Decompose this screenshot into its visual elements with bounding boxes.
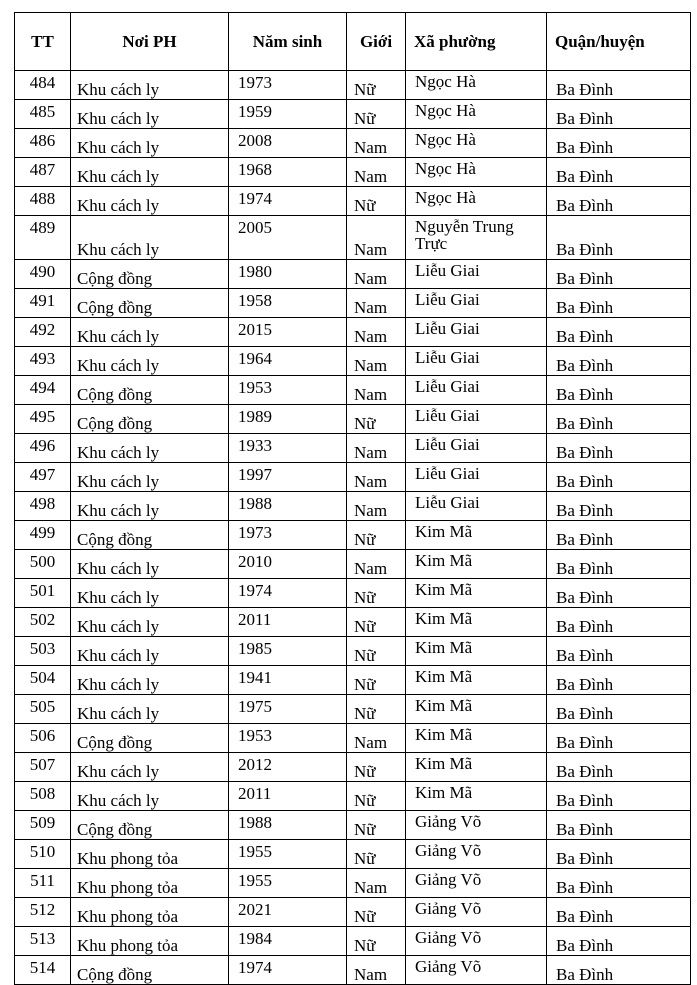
table-row (15, 158, 691, 187)
cell-xa-phuong: Liễu Giai (406, 347, 547, 376)
cell-noi-ph: Khu phong tỏa (71, 869, 229, 898)
cell-gioi: Nữ (347, 753, 406, 782)
cell-gioi: Nữ (347, 782, 406, 811)
cell-noi-ph: Khu cách ly (71, 579, 229, 608)
table-row (15, 318, 691, 347)
cell-tt: 485 (15, 100, 71, 129)
cell-quan-huyen: Ba Đình (547, 158, 691, 187)
cell-gioi: Nam (347, 129, 406, 158)
cell-tt: 496 (15, 434, 71, 463)
cell-nam-sinh: 2010 (229, 550, 347, 579)
cell-tt: 490 (15, 260, 71, 289)
cell-xa-phuong: Liễu Giai (406, 260, 547, 289)
cell-tt: 498 (15, 492, 71, 521)
cell-quan-huyen: Ba Đình (547, 347, 691, 376)
cell-nam-sinh: 1974 (229, 187, 347, 216)
table-row (15, 100, 691, 129)
cell-noi-ph: Khu cách ly (71, 637, 229, 666)
cell-quan-huyen: Ba Đình (547, 927, 691, 956)
cell-noi-ph: Khu cách ly (71, 695, 229, 724)
cell-nam-sinh: 2015 (229, 318, 347, 347)
cell-gioi: Nam (347, 376, 406, 405)
cell-tt: 509 (15, 811, 71, 840)
table-row (15, 463, 691, 492)
cell-gioi: Nam (347, 216, 406, 260)
cell-nam-sinh: 1980 (229, 260, 347, 289)
cell-nam-sinh: 1958 (229, 289, 347, 318)
cell-quan-huyen: Ba Đình (547, 579, 691, 608)
case-table (14, 12, 691, 985)
cell-gioi: Nữ (347, 579, 406, 608)
cell-tt: 487 (15, 158, 71, 187)
cell-noi-ph: Khu cách ly (71, 492, 229, 521)
cell-nam-sinh: 1974 (229, 956, 347, 985)
cell-quan-huyen: Ba Đình (547, 840, 691, 869)
cell-quan-huyen: Ba Đình (547, 637, 691, 666)
cell-noi-ph: Khu phong tỏa (71, 840, 229, 869)
cell-quan-huyen: Ba Đình (547, 666, 691, 695)
table-row (15, 927, 691, 956)
cell-gioi: Nữ (347, 187, 406, 216)
cell-quan-huyen: Ba Đình (547, 71, 691, 100)
cell-noi-ph: Cộng đồng (71, 376, 229, 405)
table-row (15, 129, 691, 158)
cell-noi-ph: Cộng đồng (71, 724, 229, 753)
cell-xa-phuong: Liễu Giai (406, 492, 547, 521)
cell-quan-huyen: Ba Đình (547, 898, 691, 927)
cell-noi-ph: Khu cách ly (71, 753, 229, 782)
table-row (15, 898, 691, 927)
cell-noi-ph: Cộng đồng (71, 289, 229, 318)
cell-noi-ph: Cộng đồng (71, 260, 229, 289)
cell-tt: 495 (15, 405, 71, 434)
table-row (15, 695, 691, 724)
cell-noi-ph: Khu cách ly (71, 463, 229, 492)
cell-quan-huyen: Ba Đình (547, 434, 691, 463)
table-row (15, 840, 691, 869)
cell-noi-ph: Cộng đồng (71, 405, 229, 434)
table-row (15, 724, 691, 753)
cell-noi-ph: Khu cách ly (71, 666, 229, 695)
cell-tt: 510 (15, 840, 71, 869)
cell-gioi: Nữ (347, 811, 406, 840)
table-row (15, 347, 691, 376)
cell-tt: 489 (15, 216, 71, 260)
cell-tt: 505 (15, 695, 71, 724)
cell-tt: 513 (15, 927, 71, 956)
header-nam-sinh: Năm sinh (229, 13, 347, 71)
cell-xa-phuong: Kim Mã (406, 753, 547, 782)
cell-xa-phuong: Liễu Giai (406, 289, 547, 318)
cell-noi-ph: Khu cách ly (71, 187, 229, 216)
cell-gioi: Nữ (347, 927, 406, 956)
cell-nam-sinh: 1988 (229, 811, 347, 840)
table-row (15, 579, 691, 608)
cell-gioi: Nam (347, 869, 406, 898)
cell-gioi: Nam (347, 724, 406, 753)
cell-xa-phuong: Kim Mã (406, 521, 547, 550)
cell-noi-ph: Khu cách ly (71, 434, 229, 463)
cell-quan-huyen: Ba Đình (547, 753, 691, 782)
cell-gioi: Nữ (347, 666, 406, 695)
cell-quan-huyen: Ba Đình (547, 187, 691, 216)
cell-quan-huyen: Ba Đình (547, 318, 691, 347)
cell-xa-phuong: Kim Mã (406, 724, 547, 753)
cell-noi-ph: Khu cách ly (71, 100, 229, 129)
cell-tt: 500 (15, 550, 71, 579)
header-gioi: Giới (347, 13, 406, 71)
cell-gioi: Nữ (347, 71, 406, 100)
cell-gioi: Nam (347, 492, 406, 521)
cell-noi-ph: Cộng đồng (71, 811, 229, 840)
cell-gioi: Nữ (347, 405, 406, 434)
cell-tt: 503 (15, 637, 71, 666)
cell-quan-huyen: Ba Đình (547, 492, 691, 521)
cell-xa-phuong: Giảng Võ (406, 898, 547, 927)
cell-quan-huyen: Ba Đình (547, 405, 691, 434)
cell-xa-phuong: Kim Mã (406, 666, 547, 695)
cell-quan-huyen: Ba Đình (547, 463, 691, 492)
cell-nam-sinh: 2011 (229, 608, 347, 637)
cell-gioi: Nữ (347, 637, 406, 666)
table-row (15, 71, 691, 100)
cell-gioi: Nữ (347, 695, 406, 724)
cell-nam-sinh: 1984 (229, 927, 347, 956)
header-noi-ph: Nơi PH (71, 13, 229, 71)
table-row (15, 260, 691, 289)
cell-xa-phuong: Ngọc Hà (406, 187, 547, 216)
cell-nam-sinh: 2011 (229, 782, 347, 811)
cell-gioi: Nữ (347, 898, 406, 927)
cell-tt: 486 (15, 129, 71, 158)
cell-quan-huyen: Ba Đình (547, 608, 691, 637)
cell-nam-sinh: 1953 (229, 376, 347, 405)
cell-xa-phuong: Liễu Giai (406, 376, 547, 405)
table-row (15, 434, 691, 463)
cell-nam-sinh: 1985 (229, 637, 347, 666)
table-row (15, 666, 691, 695)
cell-quan-huyen: Ba Đình (547, 869, 691, 898)
cell-tt: 488 (15, 187, 71, 216)
cell-noi-ph: Cộng đồng (71, 521, 229, 550)
table-row (15, 492, 691, 521)
cell-noi-ph: Khu cách ly (71, 318, 229, 347)
cell-xa-phuong: Giảng Võ (406, 811, 547, 840)
cell-quan-huyen: Ba Đình (547, 724, 691, 753)
cell-gioi: Nam (347, 158, 406, 187)
cell-nam-sinh: 1973 (229, 71, 347, 100)
cell-nam-sinh: 1955 (229, 840, 347, 869)
cell-xa-phuong: Liễu Giai (406, 463, 547, 492)
cell-noi-ph: Khu cách ly (71, 158, 229, 187)
cell-quan-huyen: Ba Đình (547, 956, 691, 985)
table-row (15, 608, 691, 637)
cell-gioi: Nam (347, 463, 406, 492)
cell-quan-huyen: Ba Đình (547, 550, 691, 579)
cell-xa-phuong: Ngọc Hà (406, 129, 547, 158)
cell-noi-ph: Khu cách ly (71, 347, 229, 376)
cell-nam-sinh: 1988 (229, 492, 347, 521)
table-row (15, 956, 691, 985)
cell-nam-sinh: 1953 (229, 724, 347, 753)
cell-nam-sinh: 1955 (229, 869, 347, 898)
cell-quan-huyen: Ba Đình (547, 521, 691, 550)
table-row (15, 753, 691, 782)
cell-nam-sinh: 1968 (229, 158, 347, 187)
cell-nam-sinh: 1964 (229, 347, 347, 376)
cell-xa-phuong: Kim Mã (406, 782, 547, 811)
cell-tt: 502 (15, 608, 71, 637)
table-body (15, 71, 691, 985)
cell-xa-phuong: Nguyễn Trung Trực (406, 216, 547, 260)
header-row (15, 13, 691, 71)
cell-nam-sinh: 2012 (229, 753, 347, 782)
table-row (15, 405, 691, 434)
cell-tt: 493 (15, 347, 71, 376)
cell-noi-ph: Cộng đồng (71, 956, 229, 985)
cell-tt: 511 (15, 869, 71, 898)
table-row (15, 782, 691, 811)
cell-gioi: Nam (347, 347, 406, 376)
cell-xa-phuong: Liễu Giai (406, 405, 547, 434)
cell-tt: 506 (15, 724, 71, 753)
cell-quan-huyen: Ba Đình (547, 129, 691, 158)
header-tt: TT (15, 13, 71, 71)
cell-quan-huyen: Ba Đình (547, 289, 691, 318)
cell-noi-ph: Khu cách ly (71, 608, 229, 637)
cell-nam-sinh: 1941 (229, 666, 347, 695)
cell-quan-huyen: Ba Đình (547, 811, 691, 840)
table-row (15, 637, 691, 666)
cell-tt: 514 (15, 956, 71, 985)
cell-xa-phuong: Giảng Võ (406, 840, 547, 869)
cell-tt: 508 (15, 782, 71, 811)
cell-tt: 499 (15, 521, 71, 550)
cell-nam-sinh: 1974 (229, 579, 347, 608)
header-xa-phuong: Xã phường (406, 13, 547, 71)
cell-gioi: Nữ (347, 521, 406, 550)
table-row (15, 811, 691, 840)
cell-noi-ph: Khu cách ly (71, 129, 229, 158)
cell-nam-sinh: 2008 (229, 129, 347, 158)
cell-nam-sinh: 2005 (229, 216, 347, 260)
cell-noi-ph: Khu phong tỏa (71, 898, 229, 927)
cell-quan-huyen: Ba Đình (547, 100, 691, 129)
cell-xa-phuong: Ngọc Hà (406, 71, 547, 100)
cell-noi-ph: Khu cách ly (71, 71, 229, 100)
table-row (15, 550, 691, 579)
cell-nam-sinh: 1975 (229, 695, 347, 724)
cell-nam-sinh: 1973 (229, 521, 347, 550)
cell-xa-phuong: Liễu Giai (406, 318, 547, 347)
cell-xa-phuong: Kim Mã (406, 608, 547, 637)
cell-quan-huyen: Ba Đình (547, 782, 691, 811)
cell-xa-phuong: Giảng Võ (406, 956, 547, 985)
cell-gioi: Nữ (347, 840, 406, 869)
cell-nam-sinh: 1933 (229, 434, 347, 463)
cell-gioi: Nữ (347, 608, 406, 637)
cell-nam-sinh: 1959 (229, 100, 347, 129)
cell-noi-ph: Khu phong tỏa (71, 927, 229, 956)
table-row (15, 376, 691, 405)
cell-tt: 484 (15, 71, 71, 100)
cell-xa-phuong: Kim Mã (406, 637, 547, 666)
cell-nam-sinh: 2021 (229, 898, 347, 927)
cell-xa-phuong: Giảng Võ (406, 927, 547, 956)
cell-quan-huyen: Ba Đình (547, 376, 691, 405)
header-quan-huyen: Quận/huyện (547, 13, 691, 71)
cell-quan-huyen: Ba Đình (547, 260, 691, 289)
cell-gioi: Nam (347, 550, 406, 579)
cell-xa-phuong: Kim Mã (406, 695, 547, 724)
cell-noi-ph: Khu cách ly (71, 216, 229, 260)
table-row (15, 216, 691, 260)
cell-gioi: Nam (347, 318, 406, 347)
cell-tt: 494 (15, 376, 71, 405)
cell-quan-huyen: Ba Đình (547, 216, 691, 260)
cell-nam-sinh: 1989 (229, 405, 347, 434)
cell-xa-phuong: Kim Mã (406, 579, 547, 608)
cell-xa-phuong: Liễu Giai (406, 434, 547, 463)
cell-gioi: Nam (347, 956, 406, 985)
cell-tt: 491 (15, 289, 71, 318)
cell-nam-sinh: 1997 (229, 463, 347, 492)
cell-xa-phuong: Ngọc Hà (406, 100, 547, 129)
table-row (15, 289, 691, 318)
cell-tt: 497 (15, 463, 71, 492)
cell-gioi: Nữ (347, 100, 406, 129)
table-row (15, 869, 691, 898)
table-row (15, 521, 691, 550)
cell-noi-ph: Khu cách ly (71, 550, 229, 579)
cell-tt: 507 (15, 753, 71, 782)
cell-xa-phuong: Kim Mã (406, 550, 547, 579)
cell-noi-ph: Khu cách ly (71, 782, 229, 811)
cell-xa-phuong: Ngọc Hà (406, 158, 547, 187)
cell-gioi: Nam (347, 434, 406, 463)
cell-tt: 492 (15, 318, 71, 347)
cell-gioi: Nam (347, 260, 406, 289)
cell-xa-phuong: Giảng Võ (406, 869, 547, 898)
cell-gioi: Nam (347, 289, 406, 318)
cell-tt: 501 (15, 579, 71, 608)
cell-tt: 512 (15, 898, 71, 927)
cell-quan-huyen: Ba Đình (547, 695, 691, 724)
table-row (15, 187, 691, 216)
cell-tt: 504 (15, 666, 71, 695)
